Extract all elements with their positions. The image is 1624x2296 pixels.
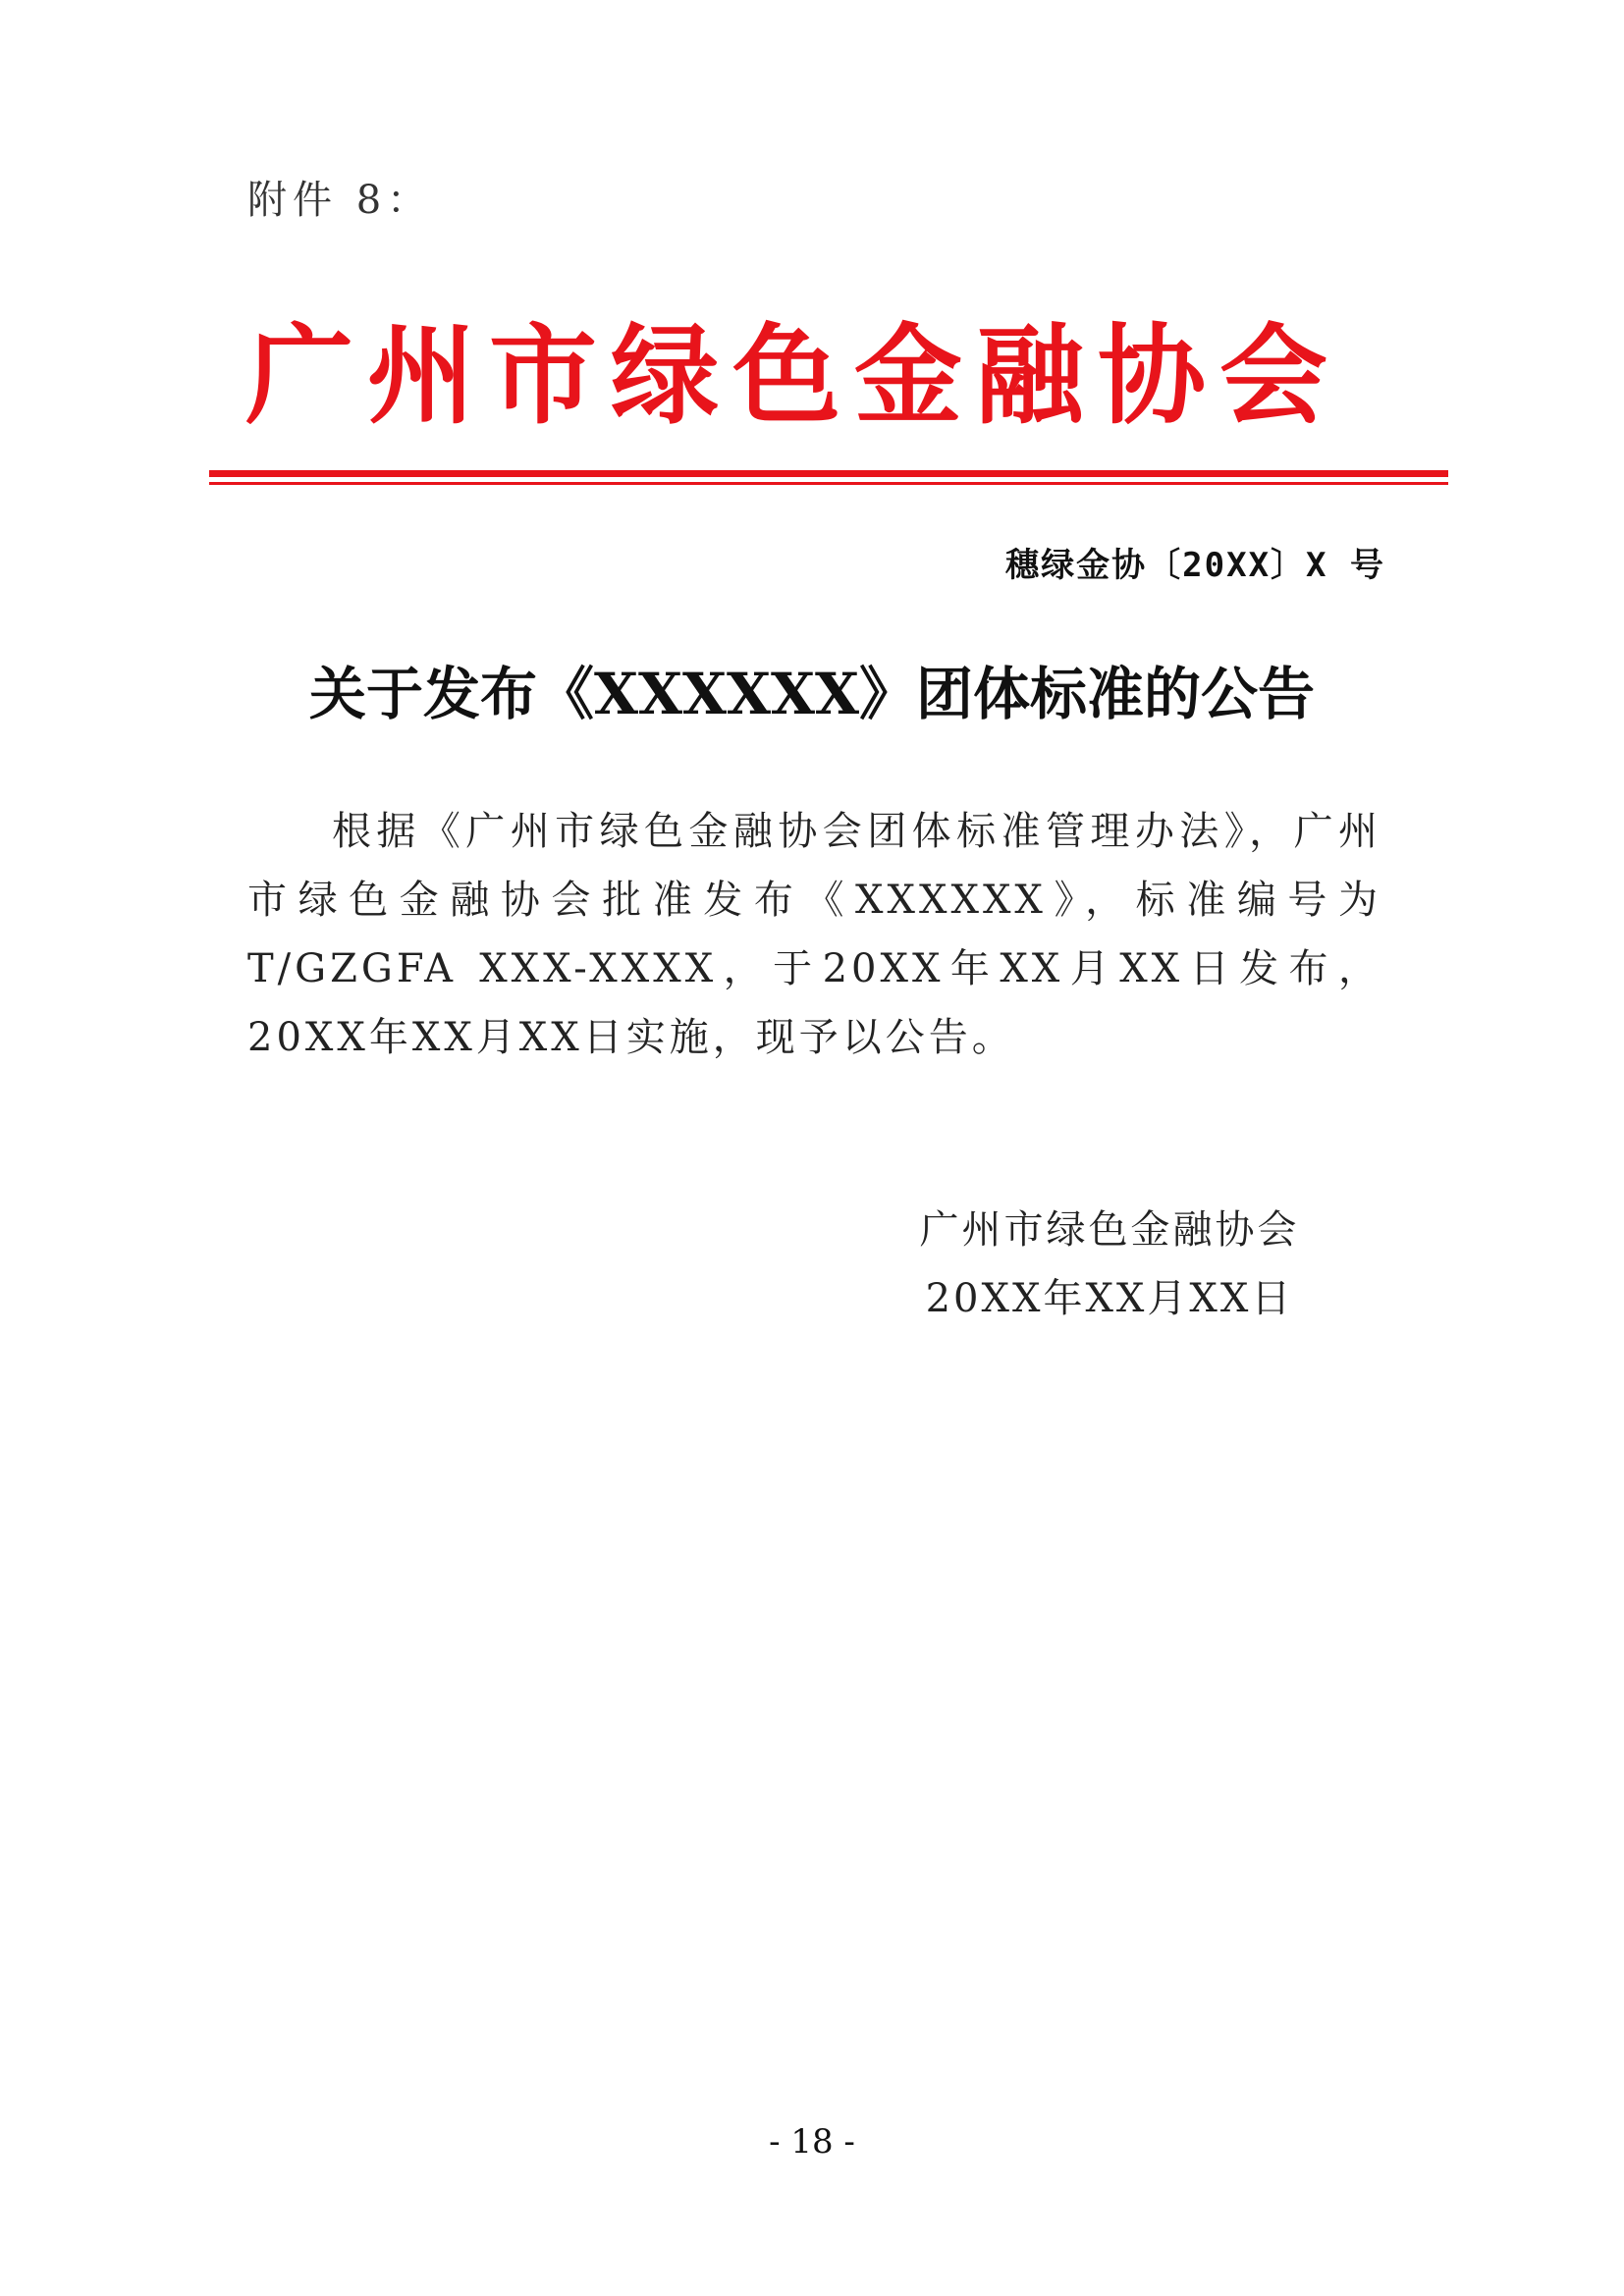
header-divider-thick [209,470,1448,477]
page-number: - 18 - [769,2122,855,2162]
signature-block [903,1196,1316,1333]
signature-date: 20XX年XX月XX日 [925,1276,1294,1321]
organization-header-title: 广州市绿色金融协会 [245,313,1341,439]
document-title: 关于发布《XXXXXX》团体标准的公告 [308,661,1315,727]
attachment-label: 附件 8： [247,178,433,223]
announcement-body: 根据《广州市绿色金融协会团体标准管理办法》，广州市绿色金融协会批准发布《XXXXXX》，标准编号为T/GZGFA XXX-XXXX，于20XX年XX月XX日发布，20XX年XX月XX日实施，现予以公告。 [247,809,1381,1060]
signature-organization: 广州市绿色金融协会 [919,1207,1300,1253]
header-divider-thin [209,482,1448,485]
document-number: 穗绿金协〔20XX〕X 号 [1005,546,1385,585]
